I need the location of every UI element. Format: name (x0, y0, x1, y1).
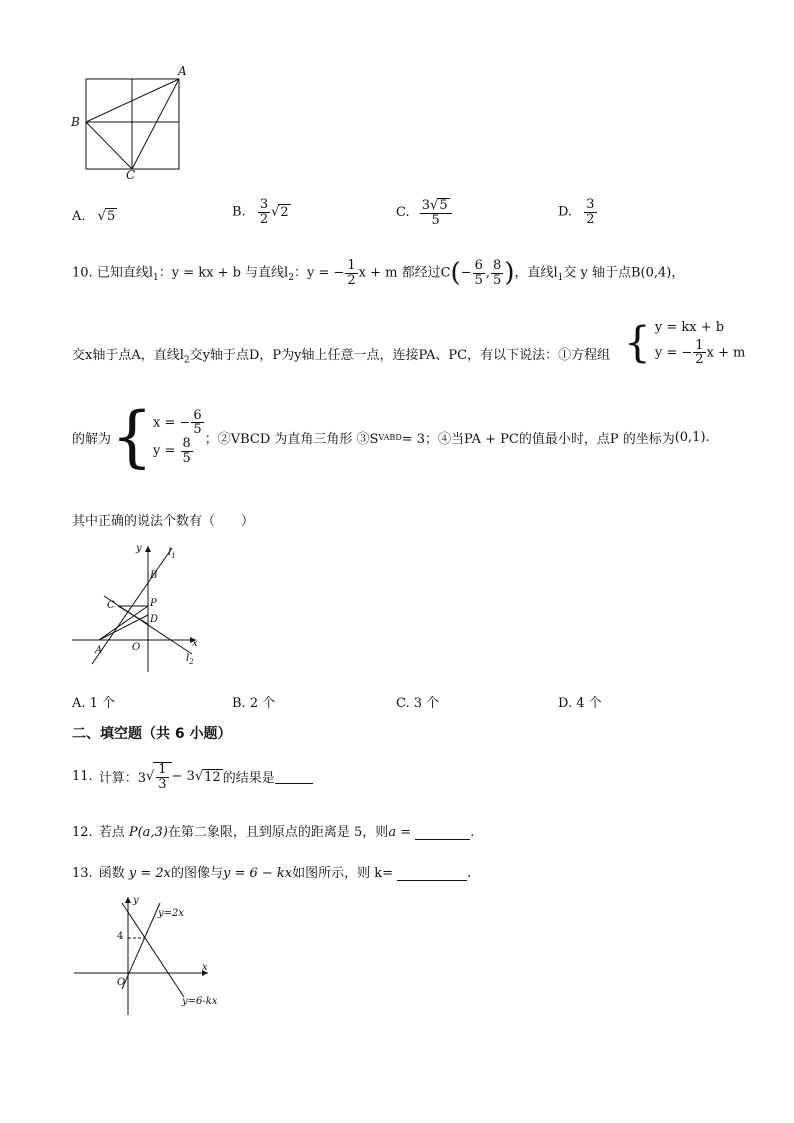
q9-option-b[interactable]: B. $\frac{3}{2}$ √2 (232, 197, 289, 227)
fig1-label-b: B (71, 115, 80, 129)
q9-option-d[interactable]: D. $\frac{3}{2}$ (558, 197, 595, 227)
q10-equation-system: { y = kx + b y = − $\frac{1}{2}$ x + m (624, 317, 746, 368)
fig2-label-l1: $l_1$ (168, 547, 176, 560)
fig3-label-y6kx: y=6-kx (182, 996, 218, 1007)
figure-grid-triangle (66, 64, 201, 184)
fig2-label-b: B (150, 570, 158, 581)
q11-line: 11. 计算：3 √ $\frac{1}{3}$ − 3 √ 12 的结果是 (72, 762, 313, 791)
fig2-label-p: P (150, 598, 157, 609)
q10-option-b[interactable]: B. 2 个 (232, 696, 276, 711)
q9-option-a[interactable]: A. √5 (72, 209, 116, 224)
fig2-label-d: D (150, 614, 159, 625)
q12-line: 12. 若点 P(a,3)在第二象限，且到原点的距离是 5，则a = . (72, 825, 475, 840)
fig2-label-o: O (132, 642, 141, 653)
q10-option-d[interactable]: D. 4 个 (558, 696, 602, 711)
fig1-label-c: C (126, 168, 136, 182)
q11-answer-blank[interactable] (275, 769, 313, 784)
fig2-label-x: x (192, 638, 198, 649)
fig3-label-4: 4 (117, 931, 124, 942)
fig3-label-x: x (202, 962, 208, 973)
fig3-label-y2x: y=2x (158, 908, 185, 919)
q9-option-c[interactable]: C. $\frac{3√5}{5}$ (396, 198, 453, 227)
fig2-label-a: A (95, 645, 103, 656)
fig2-label-y: y (136, 543, 142, 554)
fig2-label-l2: $l_2$ (186, 653, 194, 666)
q12-answer-blank[interactable] (415, 825, 470, 840)
q9-a-radicand: 5 (106, 209, 116, 224)
q13-answer-blank[interactable] (397, 866, 467, 881)
fig2-label-c: C (107, 600, 115, 611)
fig3-label-o: O (117, 977, 126, 988)
fig1-label-a: A (178, 64, 187, 78)
section-heading: 二、填空题（共 6 小题） (72, 726, 232, 742)
figure-lines-l1-l2 (66, 540, 206, 675)
fig3-label-y: y (133, 895, 139, 906)
q10-option-a[interactable]: A. 1 个 (72, 696, 116, 711)
q10-question: 其中正确的说法个数有（ ） (72, 514, 255, 529)
q10-line1: 10. 已知直线$l_1$：y = kx + b 与直线$l_2$：y = − $\frac{1}{2}$ x + m 都经过C(− $\frac{6}{5}$ , $\frac{8}{5}$ )，直线$l_1$交 y 轴于点B(0,4)， (72, 257, 685, 288)
q10-line2: 交x轴于点A，直线$l_2$交y轴于点D，P为y轴上任意一点，连接PA、PC，有以下说法：①方程组 (72, 348, 611, 366)
q10-option-c[interactable]: C. 3 个 (396, 696, 440, 711)
q10-line3: 的解为 { x = − $\frac{6}{5}$ y = $\frac{8}{5}$ ；②VBCD 为直角三角形 ③S VABD = 3；④当PA + PC的值最小时，点P 的坐标为 (0,1). (72, 398, 710, 475)
q13-line: 13. 函数 y = 2x的图像与y = 6 − kx如图所示，则 k= . (72, 866, 472, 881)
